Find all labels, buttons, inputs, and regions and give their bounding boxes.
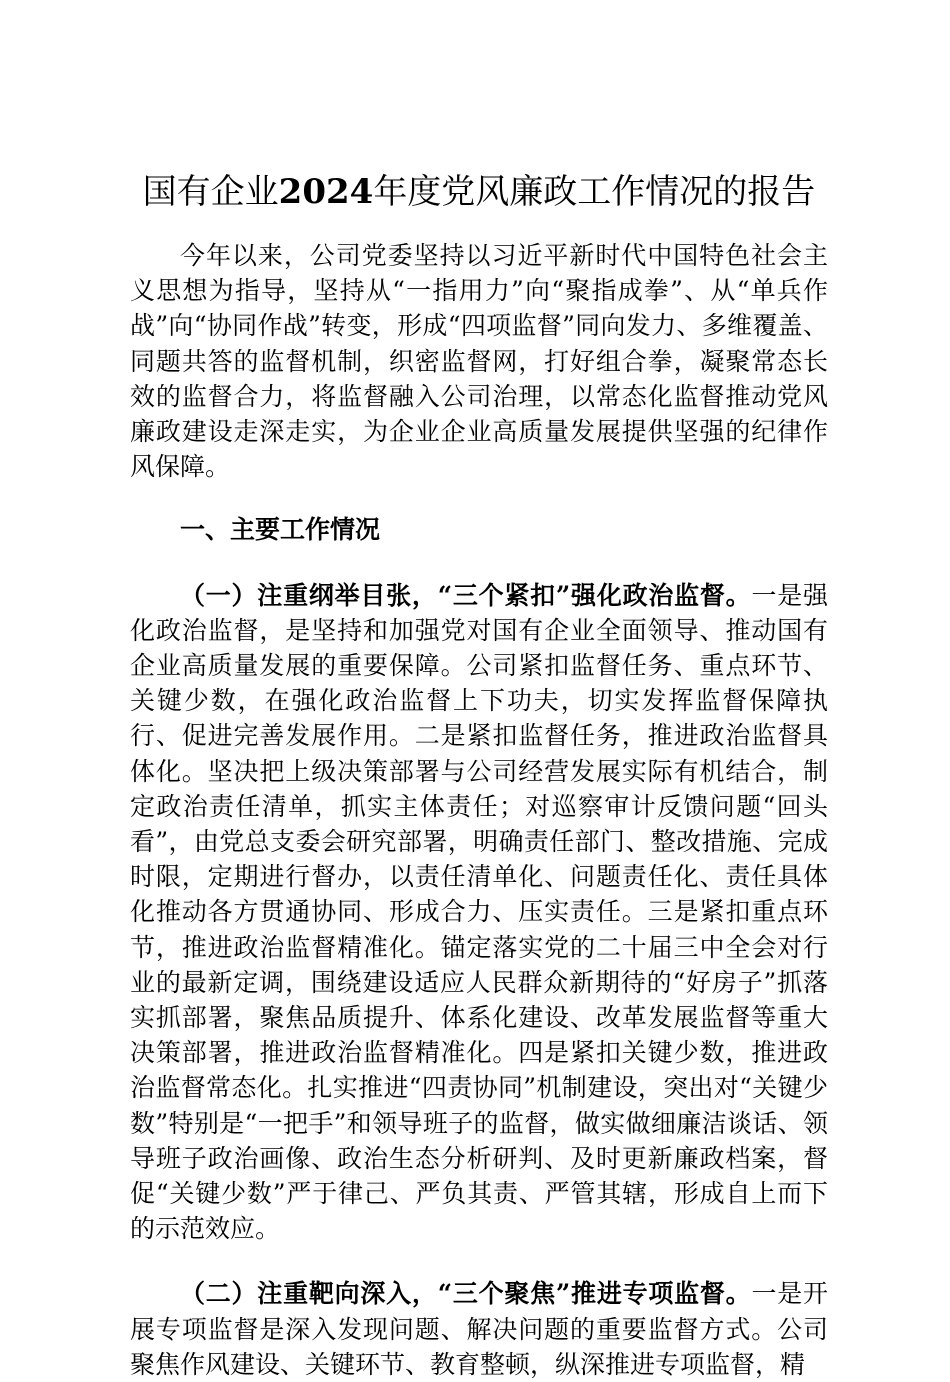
title-suffix: 年度党风廉政工作情况的报告 — [373, 172, 816, 212]
paragraph-1-lead: （一）注重纲举目张，“三个紧扣”强化政治监督。 — [180, 580, 752, 610]
paragraph-political-supervision — [130, 578, 828, 1247]
paragraph-special-supervision — [130, 1276, 828, 1382]
title-prefix: 国有企业 — [142, 172, 279, 212]
paragraph-2-lead: （二）注重靶向深入，“三个聚焦”推进专项监督。 — [180, 1279, 752, 1309]
title-year: 2024 — [278, 172, 374, 212]
intro-paragraph: 今年以来，公司党委坚持以习近平新时代中国特色社会主义思想为指导，坚持从“一指用力”向“聚指成拳”、从“单兵作战”向“协同作战”转变，形成“四项监督”同向发力、多维覆盖、同题共答的监督机制，织密监督网，打好组合拳，凝聚常态长效的监督合力，将监督融入公司治理，以常态化监督推动党风廉政建设走深走实，为企业企业高质量发展提供坚强的纪律作风保障。 — [130, 241, 828, 482]
section-heading-main-work: 一、主要工作情况 — [180, 515, 381, 545]
document-title — [130, 168, 828, 216]
paragraph-1-body: 一是强化政治监督，是坚持和加强党对国有企业全面领导、推动国有企业高质量发展的重要保障。公司紧扣监督任务、重点环节、关键少数，在强化政治监督上下功夫，切实发挥监督保障执行、促进完善发展作用。二是紧扣监督任务，推进政治监督具体化。坚决把上级决策部署与公司经营发展实际有机结合，制定政治责任清单，抓实主体责任；对巡察审计反馈问题“回头看”，由党总支委会研究部署，明确责任部门、整改措施、完成时限，定期进行督办，以责任清单化、问题责任化、责任具体化推动各方贯通协同、形成合力、压实责任。三是紧扣重点环节，推进政治监督精准化。锚定落实党的二十届三中全会对行业的最新定调，围绕建设适应人民群众新期待的“好房子”抓落实抓部署，聚焦品质提升、体系化建设、改革发展监督等重大决策部署，推进政治监督精准化。四是紧扣关键少数，推进政治监督常态化。扎实推进“四责协同”机制建设，突出对“关键少数”特别是“一把手”和领导班子的监督，做实做细廉洁谈话、领导班子政治画像、政治生态分析研判、及时更新廉政档案，督促“关键少数”严于律己、严负其责、严管其辖，形成自上而下的示范效应。 — [130, 580, 828, 1244]
document-page — [130, 0, 828, 1382]
paragraph-2-body: 一是开展专项监督是深入发现问题、解决问题的重要监督方式。公司聚焦作风建设、关键环节、教育整顿，纵深推进专项监督，精 — [130, 1279, 828, 1379]
